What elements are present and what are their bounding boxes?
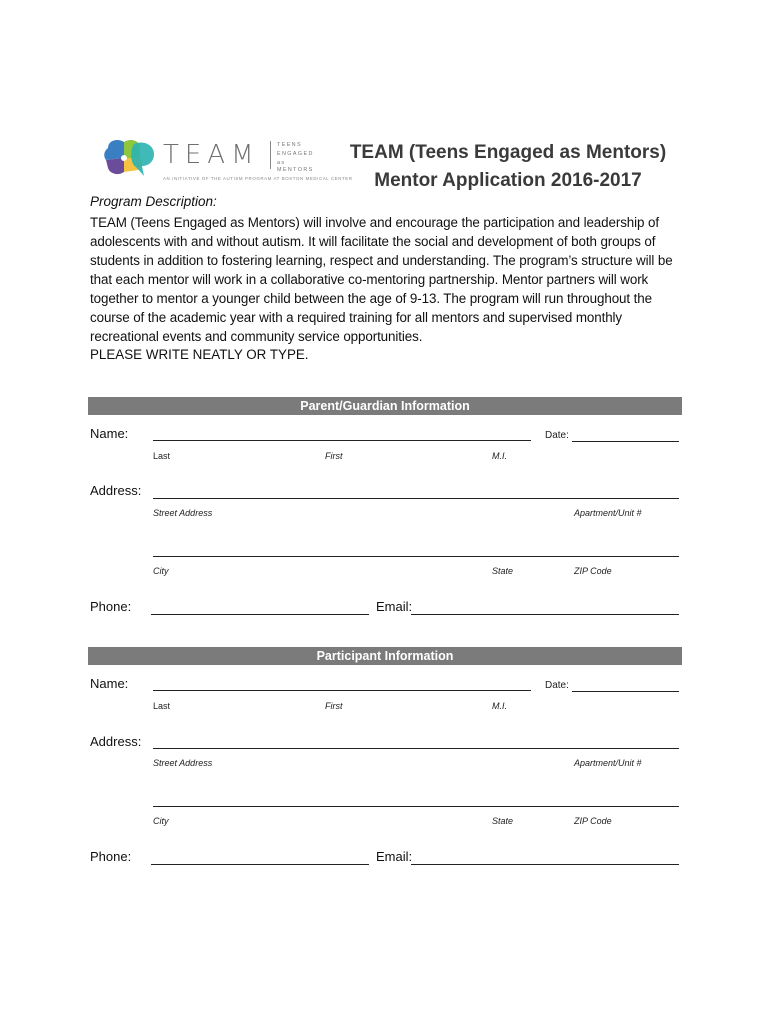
participant-state-label: State (492, 816, 514, 826)
description-note: PLEASE WRITE NEATLY OR TYPE. (90, 347, 309, 362)
participant-city-field[interactable] (153, 806, 679, 807)
parent-phone-label: Phone: (90, 599, 132, 614)
logo-wordmark: TEAM (163, 140, 260, 170)
participant-street-field[interactable] (153, 748, 679, 749)
team-logo (100, 136, 353, 186)
parent-email-label: Email: (376, 599, 413, 614)
logo-tagline-2: ENGAGED (277, 151, 314, 157)
puzzle-heads-icon (100, 136, 160, 182)
description-body: TEAM (Teens Engaged as Mentors) will involve and encourage the participation and leadership of adolescents with and without autism. It will facilitate the social and development of both groups of students in addition to fostering learning, respect and understanding. The program’s structure will be that each mentor will work in a collaborative co-mentoring partnership. Mentor partners will work together to mentor a younger child between the age of 9-13. The program will run throughout the course of the academic year with a required training for all mentors and supervised monthly recreational events and community service opportunities. (90, 215, 673, 344)
parent-state-label: State (492, 566, 514, 576)
section-bar-parent: Parent/Guardian Information (88, 397, 682, 415)
logo-divider (270, 141, 271, 169)
participant-email-label: Email: (376, 849, 413, 864)
participant-last-label: Last (153, 701, 171, 711)
parent-date-label: Date: (545, 430, 569, 441)
logo-subline: AN INITIATIVE OF THE AUTISM PROGRAM AT BOSTON MEDICAL CENTER (163, 176, 353, 181)
logo-tagline-3: as MENTORS (277, 160, 314, 173)
participant-address-label: Address: (90, 734, 142, 749)
participant-street-label: Street Address (153, 758, 213, 768)
parent-date-field[interactable] (572, 441, 679, 442)
participant-date-field[interactable] (572, 691, 679, 692)
participant-apt-label: Apartment/Unit # (574, 758, 642, 768)
description-heading: Program Description: (90, 194, 217, 209)
participant-mi-label: M.I. (492, 701, 507, 711)
parent-email-field[interactable] (411, 614, 679, 615)
parent-city-field[interactable] (153, 556, 679, 557)
participant-city-label: City (153, 816, 169, 826)
participant-phone-label: Phone: (90, 849, 132, 864)
parent-address-label: Address: (90, 483, 142, 498)
parent-name-field[interactable] (153, 440, 531, 441)
title-line-2: Mentor Application 2016-2017 (374, 170, 642, 191)
parent-last-label: Last (153, 451, 171, 461)
parent-name-label: Name: (90, 426, 129, 441)
parent-street-field[interactable] (153, 498, 679, 499)
participant-phone-field[interactable] (151, 864, 369, 865)
title-line-1: TEAM (Teens Engaged as Mentors) (349, 142, 667, 163)
participant-name-field[interactable] (153, 690, 531, 691)
participant-name-label: Name: (90, 676, 129, 691)
participant-first-label: First (325, 701, 343, 711)
parent-phone-field[interactable] (151, 614, 369, 615)
parent-street-label: Street Address (153, 508, 213, 518)
parent-city-label: City (153, 566, 169, 576)
participant-email-field[interactable] (411, 864, 679, 865)
section-bar-participant: Participant Information (88, 647, 682, 665)
parent-first-label: First (325, 451, 343, 461)
participant-zip-label: ZIP Code (574, 816, 612, 826)
parent-mi-label: M.I. (492, 451, 507, 461)
participant-date-label: Date: (545, 680, 569, 691)
parent-apt-label: Apartment/Unit # (574, 508, 642, 518)
parent-zip-label: ZIP Code (574, 566, 612, 576)
logo-tagline-1: TEENS (277, 142, 302, 148)
